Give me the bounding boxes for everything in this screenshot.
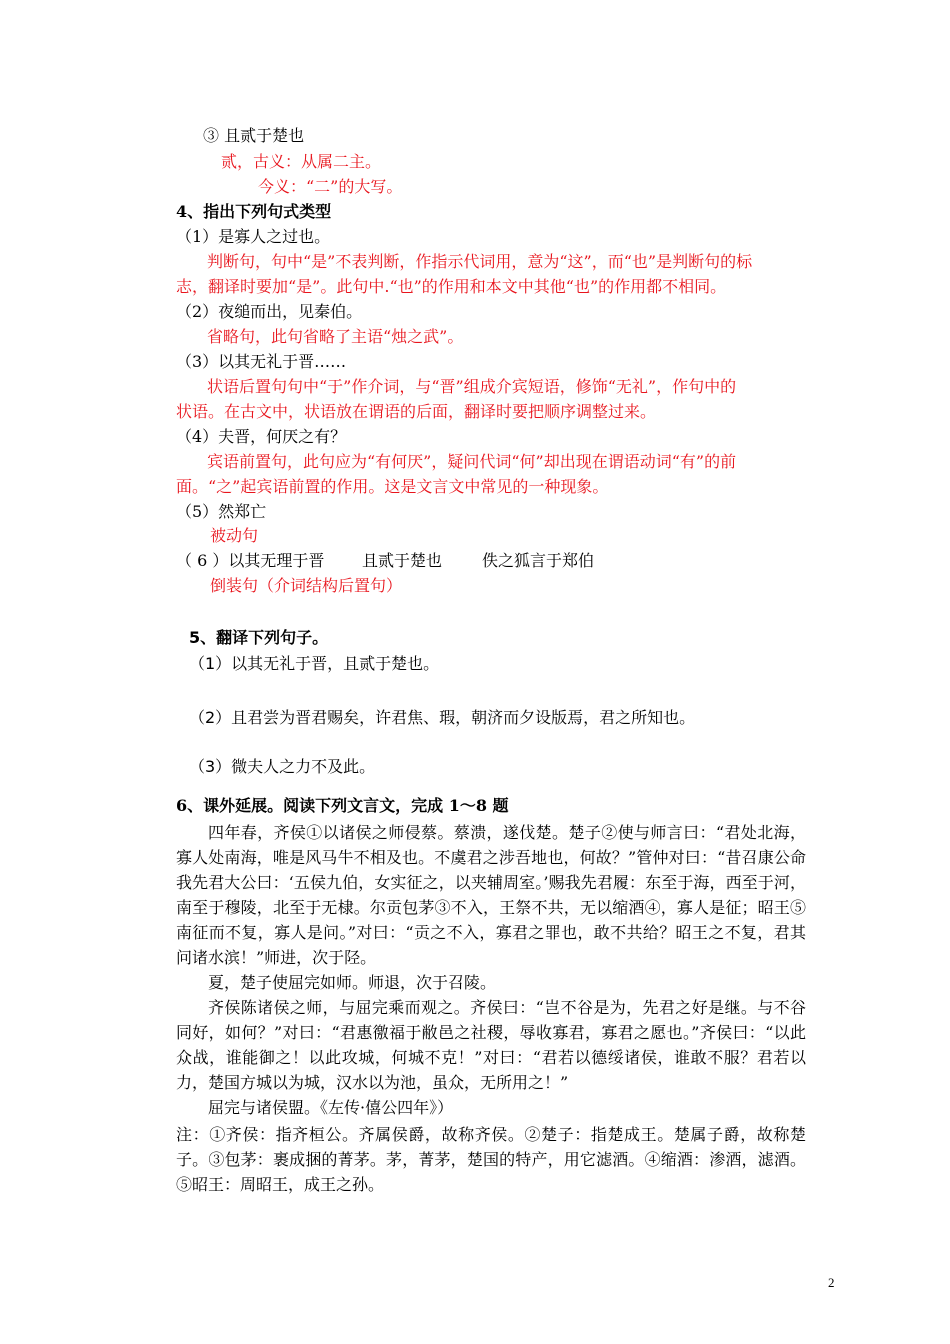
sec6-paragraph-2: 夏，楚子使屈完如师。师退，次于召陵。 <box>208 973 497 992</box>
page-number: 2 <box>828 1275 835 1290</box>
sec4-a2: 省略句，此句省略了主语“烛之武”。 <box>207 327 464 346</box>
sec5-q1: （1）以其无礼于晋，且贰于楚也。 <box>189 654 440 673</box>
sec3-ancient-meaning: 贰，古义：从属二主。 <box>221 152 382 171</box>
sec5-q3: （3）微夫人之力不及此。 <box>189 757 376 776</box>
sec6-paragraph-4: 屈完与诸侯盟。《左传·僖公四年》） <box>208 1098 454 1117</box>
sec4-a6: 倒装句（介词结构后置句） <box>210 576 403 595</box>
sec6-passage <box>176 820 806 1120</box>
sec4-q2: （2）夜缒而出，见秦伯。 <box>176 302 363 321</box>
sec6-paragraph-1: 四年春，齐侯①以诸侯之师侵蔡。蔡溃，遂伐楚。楚子②使与师言曰：“君处北海，寡人处南海，唯是风马牛不相及也。不虞君之涉吾地也，何故？”管仲对曰：“昔召康公命我先君大公曰：‘五侯九伯，女实征之，以夹辅周室。’赐我先君履：东至于海，西至于河，南至于穆陵，北至于无棣。尔贡包茅③不入，王祭不共，无以缩酒④，寡人是征；昭王⑤南征而不复，寡人是问。”对曰：“贡之不入，寡君之罪也，敢不共给？昭王之不复，君其问诸水滨！”师进，次于陉。 <box>176 823 806 967</box>
sec4-q5: （5）然郑亡 <box>176 502 267 521</box>
sec3-modern-meaning: 今义：“二”的大写。 <box>258 177 403 196</box>
sec4-q4: （4）夫晋，何厌之有？ <box>176 427 347 446</box>
sec4-q6-part2: 且贰于楚也 <box>362 551 443 570</box>
sec4-q6-part3: 佚之狐言于郑伯 <box>482 551 595 570</box>
sec4-a3-line1: 状语后置句句中“于”作介词，与“晋”组成介宾短语，修饰“无礼”，作句中的 <box>207 377 737 396</box>
sec6-paragraph-3: 齐侯陈诸侯之师，与屈完乘而观之。齐侯曰：“岂不谷是为，先君之好是继。与不谷同好，如何？”对曰：“君惠徼福于敝邑之社稷，辱收寡君，寡君之愿也。”齐侯曰：“以此众战，谁能御之！以此攻城，何城不克！”对曰：“君若以德绥诸侯，谁敢不服？君若以力，楚国方城以为城，汉水以为池，虽众，无所用之！” <box>176 998 806 1092</box>
sec5-q2: （2）且君尝为晋君赐矣，许君焦、瑕，朝济而夕设版焉，君之所知也。 <box>189 708 696 727</box>
sec4-a4-line2: 面。“之”起宾语前置的作用。这是文言文中常见的一种现象。 <box>176 477 609 496</box>
sec4-q3: （3）以其无礼于晋…… <box>176 352 347 371</box>
sec5-heading: 5、翻译下列句子。 <box>189 628 329 647</box>
sec4-a5: 被动句 <box>210 526 259 545</box>
sec6-notes-text: 注：①齐侯：指齐桓公。齐属侯爵，故称齐侯。②楚子：指楚成王。楚属子爵，故称楚子。③包茅：裹成捆的菁茅。茅，菁茅，楚国的特产，用它滤酒。④缩酒：渗酒，滤酒。⑤昭王：周昭王，成王之孙。 <box>176 1125 806 1194</box>
sec4-a1-line2: 志，翻译时要加“是”。此句中.“也”的作用和本文中其他“也”的作用都不相同。 <box>176 277 727 296</box>
sec4-a3-line2: 状语。在古文中，状语放在谓语的后面，翻译时要把顺序调整过来。 <box>176 402 657 421</box>
sec4-a1-line1: 判断句，句中“是”不表判断，作指示代词用，意为“这”，而“也”是判断句的标 <box>207 252 753 271</box>
sec4-a4-line1: 宾语前置句，此句应为“有何厌”，疑问代词“何”却出现在谓语动词“有”的前 <box>207 452 737 471</box>
sec3-item3: ③ 且贰于楚也 <box>203 126 305 145</box>
sec4-heading: 4、指出下列句式类型 <box>176 202 332 221</box>
sec4-q1: （1）是寡人之过也。 <box>176 227 331 246</box>
sec4-q6-part1: （ 6 ）以其无理于晋 <box>176 551 325 570</box>
sec6-notes <box>176 1122 806 1197</box>
sec6-heading: 6、课外延展。阅读下列文言文，完成 1～8 题 <box>176 796 509 815</box>
